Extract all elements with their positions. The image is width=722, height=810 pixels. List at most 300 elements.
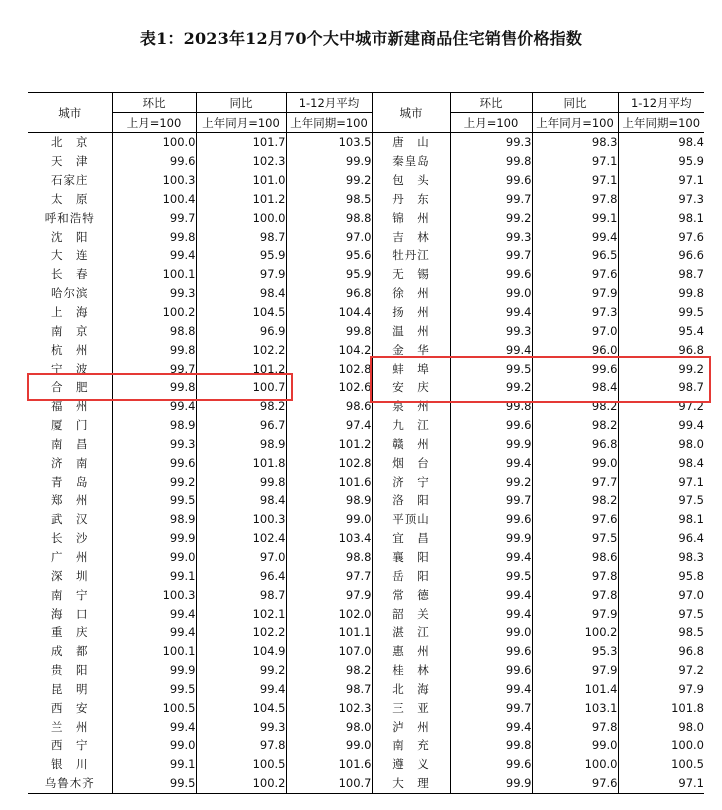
cell-avg-left: 97.0 bbox=[286, 227, 372, 246]
cell-avg-right: 101.8 bbox=[618, 698, 704, 717]
cell-yoy-right: 99.4 bbox=[532, 227, 618, 246]
cell-city-right: 赣 州 bbox=[372, 435, 450, 454]
cell-yoy-left: 97.9 bbox=[196, 265, 286, 284]
cell-avg-left: 102.6 bbox=[286, 378, 372, 397]
cell-yoy-left: 98.7 bbox=[196, 227, 286, 246]
header-avg-right: 1-12月平均 bbox=[618, 93, 704, 113]
cell-avg-right: 98.4 bbox=[618, 133, 704, 152]
cell-city-right: 岳 阳 bbox=[372, 566, 450, 585]
cell-yoy-right: 99.0 bbox=[532, 736, 618, 755]
cell-yoy-left: 100.2 bbox=[196, 774, 286, 793]
cell-yoy-right: 96.5 bbox=[532, 246, 618, 265]
cell-mom-right: 99.4 bbox=[450, 604, 532, 623]
cell-mom-right: 99.9 bbox=[450, 774, 532, 793]
cell-avg-right: 98.0 bbox=[618, 435, 704, 454]
cell-mom-right: 99.3 bbox=[450, 227, 532, 246]
cell-city-left: 西 宁 bbox=[51, 738, 89, 753]
cell-city-right: 牡丹江 bbox=[372, 246, 450, 265]
cell-yoy-left: 99.3 bbox=[196, 717, 286, 736]
cell-yoy-right: 98.2 bbox=[532, 397, 618, 416]
header-row-2 bbox=[28, 113, 704, 133]
cell-yoy-right: 98.3 bbox=[532, 133, 618, 152]
cell-yoy-left: 98.2 bbox=[196, 397, 286, 416]
cell-city-left: 广 州 bbox=[51, 549, 89, 564]
cell-avg-left: 98.5 bbox=[286, 190, 372, 209]
cell-avg-left: 99.8 bbox=[286, 321, 372, 340]
cell-yoy-right: 98.2 bbox=[532, 491, 618, 510]
cell-yoy-right: 96.8 bbox=[532, 435, 618, 454]
cell-yoy-left: 96.9 bbox=[196, 321, 286, 340]
header-avg-left: 1-12月平均 bbox=[286, 93, 372, 113]
cell-mom-left: 100.1 bbox=[112, 642, 196, 661]
cell-mom-left: 99.4 bbox=[112, 246, 196, 265]
cell-mom-left: 100.5 bbox=[112, 698, 196, 717]
cell-city-right: 温 州 bbox=[372, 321, 450, 340]
cell-mom-left: 100.3 bbox=[112, 585, 196, 604]
cell-city-left: 南 京 bbox=[51, 323, 89, 338]
table-row bbox=[28, 755, 704, 774]
cell-mom-right: 99.7 bbox=[450, 698, 532, 717]
header-yoy-base-left: 上年同月=100 bbox=[196, 113, 286, 133]
cell-avg-right: 96.8 bbox=[618, 642, 704, 661]
page-title: 表1：2023年12月70个大中城市新建商品住宅销售价格指数 bbox=[139, 29, 583, 48]
cell-yoy-right: 99.6 bbox=[532, 359, 618, 378]
cell-city-left: 长 春 bbox=[51, 267, 89, 282]
cell-mom-left: 99.8 bbox=[112, 227, 196, 246]
cell-avg-left: 102.3 bbox=[286, 698, 372, 717]
cell-avg-right: 98.3 bbox=[618, 548, 704, 567]
cell-avg-right: 97.1 bbox=[618, 171, 704, 190]
cell-avg-left: 95.6 bbox=[286, 246, 372, 265]
cell-yoy-left: 100.7 bbox=[196, 378, 286, 397]
cell-mom-right: 99.3 bbox=[450, 133, 532, 152]
cell-avg-left: 97.9 bbox=[286, 585, 372, 604]
cell-mom-left: 99.2 bbox=[112, 472, 196, 491]
cell-mom-left: 100.0 bbox=[112, 133, 196, 152]
table-row bbox=[28, 152, 704, 171]
cell-mom-left: 99.8 bbox=[112, 378, 196, 397]
header-mom-base-left: 上月=100 bbox=[112, 113, 196, 133]
cell-city-left: 南 昌 bbox=[51, 436, 89, 451]
table-row bbox=[28, 548, 704, 567]
cell-mom-right: 99.0 bbox=[450, 623, 532, 642]
table-row bbox=[28, 623, 704, 642]
cell-mom-right: 99.4 bbox=[450, 548, 532, 567]
cell-city-right: 常 德 bbox=[372, 585, 450, 604]
cell-city-left: 长 沙 bbox=[51, 531, 89, 546]
cell-mom-right: 99.8 bbox=[450, 397, 532, 416]
cell-city-left: 成 都 bbox=[51, 644, 89, 659]
cell-yoy-right: 97.7 bbox=[532, 472, 618, 491]
cell-mom-right: 99.5 bbox=[450, 359, 532, 378]
cell-yoy-left: 99.8 bbox=[196, 472, 286, 491]
header-avg-base-left: 上年同期=100 bbox=[286, 113, 372, 133]
header-yoy-base-right: 上年同月=100 bbox=[532, 113, 618, 133]
cell-yoy-right: 97.6 bbox=[532, 774, 618, 793]
cell-avg-left: 99.0 bbox=[286, 510, 372, 529]
cell-avg-left: 98.2 bbox=[286, 661, 372, 680]
cell-avg-left: 96.8 bbox=[286, 284, 372, 303]
cell-mom-left: 100.4 bbox=[112, 190, 196, 209]
cell-yoy-left: 99.4 bbox=[196, 679, 286, 698]
cell-mom-left: 98.8 bbox=[112, 321, 196, 340]
cell-avg-right: 95.9 bbox=[618, 152, 704, 171]
cell-yoy-left: 100.0 bbox=[196, 208, 286, 227]
cell-yoy-right: 97.1 bbox=[532, 171, 618, 190]
cell-city-right: 吉 林 bbox=[372, 227, 450, 246]
cell-mom-left: 99.6 bbox=[112, 152, 196, 171]
cell-mom-right: 99.6 bbox=[450, 642, 532, 661]
cell-mom-left: 100.3 bbox=[112, 171, 196, 190]
cell-avg-right: 100.0 bbox=[618, 736, 704, 755]
price-index-table bbox=[28, 92, 704, 794]
cell-avg-left: 103.5 bbox=[286, 133, 372, 152]
cell-city-right: 大 理 bbox=[372, 774, 450, 793]
header-city-left: 城市 bbox=[28, 93, 112, 133]
table-row bbox=[28, 340, 704, 359]
cell-avg-right: 97.5 bbox=[618, 604, 704, 623]
table-row bbox=[28, 472, 704, 491]
table-row bbox=[28, 717, 704, 736]
cell-avg-left: 100.7 bbox=[286, 774, 372, 793]
cell-mom-right: 99.2 bbox=[450, 472, 532, 491]
cell-avg-left: 98.9 bbox=[286, 491, 372, 510]
cell-mom-right: 99.7 bbox=[450, 246, 532, 265]
cell-yoy-left: 101.8 bbox=[196, 453, 286, 472]
cell-city-left: 大 连 bbox=[51, 248, 89, 263]
cell-avg-right: 98.5 bbox=[618, 623, 704, 642]
cell-yoy-left: 100.3 bbox=[196, 510, 286, 529]
cell-city-left: 济 南 bbox=[51, 455, 89, 470]
cell-mom-left: 99.9 bbox=[112, 529, 196, 548]
cell-mom-right: 99.4 bbox=[450, 340, 532, 359]
table-row bbox=[28, 227, 704, 246]
cell-yoy-left: 101.7 bbox=[196, 133, 286, 152]
table-row bbox=[28, 378, 704, 397]
cell-mom-left: 99.5 bbox=[112, 679, 196, 698]
cell-city-left: 郑 州 bbox=[51, 493, 89, 508]
table-row bbox=[28, 491, 704, 510]
cell-yoy-left: 102.2 bbox=[196, 340, 286, 359]
cell-city-left: 石家庄 bbox=[51, 173, 89, 188]
cell-yoy-right: 99.0 bbox=[532, 453, 618, 472]
cell-avg-right: 96.4 bbox=[618, 529, 704, 548]
cell-avg-right: 97.3 bbox=[618, 190, 704, 209]
cell-yoy-left: 101.2 bbox=[196, 359, 286, 378]
cell-yoy-right: 97.9 bbox=[532, 284, 618, 303]
cell-avg-right: 95.4 bbox=[618, 321, 704, 340]
table-row bbox=[28, 774, 704, 793]
cell-mom-right: 99.4 bbox=[450, 453, 532, 472]
cell-mom-left: 99.3 bbox=[112, 435, 196, 454]
cell-avg-right: 98.0 bbox=[618, 717, 704, 736]
cell-city-right: 湛 江 bbox=[372, 623, 450, 642]
cell-avg-left: 98.8 bbox=[286, 548, 372, 567]
cell-avg-right: 97.2 bbox=[618, 397, 704, 416]
cell-city-right: 九 江 bbox=[372, 416, 450, 435]
cell-yoy-left: 98.4 bbox=[196, 491, 286, 510]
table-row bbox=[28, 190, 704, 209]
cell-yoy-right: 97.9 bbox=[532, 661, 618, 680]
cell-avg-left: 102.8 bbox=[286, 359, 372, 378]
cell-yoy-right: 97.0 bbox=[532, 321, 618, 340]
cell-mom-right: 99.4 bbox=[450, 717, 532, 736]
cell-mom-left: 99.8 bbox=[112, 340, 196, 359]
cell-avg-right: 98.7 bbox=[618, 265, 704, 284]
cell-avg-left: 98.0 bbox=[286, 717, 372, 736]
table-row bbox=[28, 397, 704, 416]
cell-city-right: 南 充 bbox=[372, 736, 450, 755]
cell-yoy-left: 102.1 bbox=[196, 604, 286, 623]
cell-avg-right: 99.8 bbox=[618, 284, 704, 303]
cell-mom-left: 98.9 bbox=[112, 416, 196, 435]
cell-city-left: 厦 门 bbox=[51, 418, 89, 433]
cell-yoy-left: 99.2 bbox=[196, 661, 286, 680]
cell-yoy-left: 101.0 bbox=[196, 171, 286, 190]
cell-city-left: 重 庆 bbox=[51, 625, 89, 640]
cell-city-left: 合 肥 bbox=[51, 380, 89, 395]
cell-yoy-left: 97.8 bbox=[196, 736, 286, 755]
cell-mom-right: 99.6 bbox=[450, 510, 532, 529]
cell-avg-left: 97.7 bbox=[286, 566, 372, 585]
cell-yoy-right: 98.4 bbox=[532, 378, 618, 397]
cell-mom-left: 99.6 bbox=[112, 453, 196, 472]
cell-city-right: 丹 东 bbox=[372, 190, 450, 209]
cell-yoy-right: 97.1 bbox=[532, 152, 618, 171]
cell-city-left: 昆 明 bbox=[51, 681, 89, 696]
cell-yoy-right: 100.0 bbox=[532, 755, 618, 774]
cell-mom-left: 99.4 bbox=[112, 397, 196, 416]
cell-city-right: 韶 关 bbox=[372, 604, 450, 623]
cell-city-left: 呼和浩特 bbox=[44, 210, 95, 225]
cell-mom-left: 100.2 bbox=[112, 303, 196, 322]
cell-yoy-right: 100.2 bbox=[532, 623, 618, 642]
cell-avg-left: 101.6 bbox=[286, 755, 372, 774]
cell-avg-left: 101.1 bbox=[286, 623, 372, 642]
cell-mom-right: 99.7 bbox=[450, 491, 532, 510]
table-row bbox=[28, 510, 704, 529]
cell-mom-left: 99.3 bbox=[112, 284, 196, 303]
cell-avg-left: 97.4 bbox=[286, 416, 372, 435]
cell-avg-right: 97.0 bbox=[618, 585, 704, 604]
cell-city-right: 蚌 埠 bbox=[372, 359, 450, 378]
cell-yoy-right: 103.1 bbox=[532, 698, 618, 717]
cell-avg-right: 98.1 bbox=[618, 510, 704, 529]
cell-avg-left: 98.7 bbox=[286, 679, 372, 698]
cell-avg-left: 95.9 bbox=[286, 265, 372, 284]
cell-mom-right: 99.8 bbox=[450, 152, 532, 171]
cell-city-left: 沈 阳 bbox=[51, 229, 89, 244]
cell-mom-left: 99.1 bbox=[112, 566, 196, 585]
cell-mom-left: 100.1 bbox=[112, 265, 196, 284]
cell-city-right: 济 宁 bbox=[372, 472, 450, 491]
cell-avg-left: 99.9 bbox=[286, 152, 372, 171]
table-row bbox=[28, 585, 704, 604]
table-row bbox=[28, 359, 704, 378]
cell-avg-left: 99.2 bbox=[286, 171, 372, 190]
cell-city-left: 贵 阳 bbox=[51, 663, 89, 678]
cell-mom-right: 99.3 bbox=[450, 321, 532, 340]
cell-yoy-left: 104.9 bbox=[196, 642, 286, 661]
cell-avg-right: 97.2 bbox=[618, 661, 704, 680]
cell-yoy-left: 96.7 bbox=[196, 416, 286, 435]
cell-yoy-right: 98.2 bbox=[532, 416, 618, 435]
cell-city-left: 宁 波 bbox=[51, 361, 89, 376]
table-row bbox=[28, 284, 704, 303]
cell-city-right: 扬 州 bbox=[372, 303, 450, 322]
cell-yoy-left: 98.9 bbox=[196, 435, 286, 454]
cell-mom-right: 99.9 bbox=[450, 529, 532, 548]
cell-avg-left: 104.4 bbox=[286, 303, 372, 322]
cell-yoy-left: 102.3 bbox=[196, 152, 286, 171]
cell-avg-right: 97.9 bbox=[618, 679, 704, 698]
cell-mom-right: 99.6 bbox=[450, 171, 532, 190]
cell-city-right: 烟 台 bbox=[372, 453, 450, 472]
table-row bbox=[28, 208, 704, 227]
cell-city-right: 包 头 bbox=[372, 171, 450, 190]
header-mom-right: 环比 bbox=[450, 93, 532, 113]
header-mom-left: 环比 bbox=[112, 93, 196, 113]
cell-avg-left: 99.0 bbox=[286, 736, 372, 755]
cell-yoy-right: 97.6 bbox=[532, 510, 618, 529]
cell-mom-right: 99.8 bbox=[450, 736, 532, 755]
cell-city-left: 哈尔滨 bbox=[51, 286, 89, 301]
table-row bbox=[28, 642, 704, 661]
header-city-right: 城市 bbox=[372, 93, 450, 133]
cell-avg-right: 96.8 bbox=[618, 340, 704, 359]
cell-yoy-right: 97.8 bbox=[532, 585, 618, 604]
cell-yoy-right: 96.0 bbox=[532, 340, 618, 359]
cell-mom-left: 99.7 bbox=[112, 208, 196, 227]
cell-mom-left: 99.5 bbox=[112, 774, 196, 793]
cell-mom-right: 99.6 bbox=[450, 265, 532, 284]
cell-mom-left: 99.7 bbox=[112, 359, 196, 378]
cell-mom-right: 99.6 bbox=[450, 755, 532, 774]
cell-yoy-right: 97.8 bbox=[532, 566, 618, 585]
cell-avg-right: 96.6 bbox=[618, 246, 704, 265]
cell-mom-left: 99.0 bbox=[112, 548, 196, 567]
cell-city-left: 武 汉 bbox=[51, 512, 89, 527]
cell-avg-right: 97.6 bbox=[618, 227, 704, 246]
cell-avg-right: 98.1 bbox=[618, 208, 704, 227]
table-row bbox=[28, 133, 704, 152]
cell-avg-right: 99.5 bbox=[618, 303, 704, 322]
cell-yoy-right: 97.5 bbox=[532, 529, 618, 548]
cell-city-right: 洛 阳 bbox=[372, 491, 450, 510]
cell-mom-right: 99.7 bbox=[450, 190, 532, 209]
cell-avg-right: 100.5 bbox=[618, 755, 704, 774]
cell-mom-right: 99.5 bbox=[450, 566, 532, 585]
cell-avg-right: 95.8 bbox=[618, 566, 704, 585]
table-row bbox=[28, 246, 704, 265]
cell-city-left: 福 州 bbox=[51, 399, 89, 414]
cell-city-right: 秦皇岛 bbox=[372, 152, 450, 171]
cell-yoy-left: 97.0 bbox=[196, 548, 286, 567]
cell-yoy-left: 95.9 bbox=[196, 246, 286, 265]
cell-mom-right: 99.2 bbox=[450, 378, 532, 397]
header-row-1 bbox=[28, 93, 704, 113]
cell-avg-left: 104.2 bbox=[286, 340, 372, 359]
table-row bbox=[28, 453, 704, 472]
cell-yoy-right: 97.9 bbox=[532, 604, 618, 623]
cell-mom-left: 99.4 bbox=[112, 623, 196, 642]
cell-city-left: 乌鲁木齐 bbox=[28, 774, 112, 793]
cell-avg-left: 107.0 bbox=[286, 642, 372, 661]
cell-city-right: 惠 州 bbox=[372, 642, 450, 661]
cell-mom-right: 99.4 bbox=[450, 303, 532, 322]
cell-city-right: 宜 昌 bbox=[372, 529, 450, 548]
cell-city-right: 泉 州 bbox=[372, 397, 450, 416]
cell-city-right: 金 华 bbox=[372, 340, 450, 359]
table-body bbox=[28, 133, 704, 794]
cell-city-left: 太 原 bbox=[51, 191, 89, 206]
cell-yoy-left: 104.5 bbox=[196, 303, 286, 322]
cell-city-left: 南 宁 bbox=[51, 587, 89, 602]
table-row bbox=[28, 435, 704, 454]
header-yoy-right: 同比 bbox=[532, 93, 618, 113]
table-row bbox=[28, 265, 704, 284]
table-row bbox=[28, 566, 704, 585]
cell-mom-left: 99.5 bbox=[112, 491, 196, 510]
table-row bbox=[28, 321, 704, 340]
cell-avg-right: 97.1 bbox=[618, 472, 704, 491]
cell-yoy-left: 96.4 bbox=[196, 566, 286, 585]
cell-mom-left: 99.4 bbox=[112, 717, 196, 736]
cell-avg-right: 99.4 bbox=[618, 416, 704, 435]
table-row bbox=[28, 416, 704, 435]
cell-avg-right: 97.5 bbox=[618, 491, 704, 510]
cell-city-right: 遵 义 bbox=[372, 755, 450, 774]
table-row bbox=[28, 529, 704, 548]
cell-avg-left: 98.6 bbox=[286, 397, 372, 416]
cell-city-right: 北 海 bbox=[372, 679, 450, 698]
cell-city-left: 北 京 bbox=[51, 135, 89, 150]
cell-avg-left: 101.6 bbox=[286, 472, 372, 491]
cell-city-left: 西 安 bbox=[51, 700, 89, 715]
cell-city-right: 锦 州 bbox=[372, 208, 450, 227]
cell-yoy-left: 102.4 bbox=[196, 529, 286, 548]
cell-city-right: 徐 州 bbox=[372, 284, 450, 303]
table-row bbox=[28, 303, 704, 322]
header-avg-base-right: 上年同期=100 bbox=[618, 113, 704, 133]
cell-mom-right: 99.4 bbox=[450, 679, 532, 698]
cell-avg-left: 98.8 bbox=[286, 208, 372, 227]
cell-city-right: 平顶山 bbox=[372, 510, 450, 529]
cell-avg-left: 102.8 bbox=[286, 453, 372, 472]
cell-city-left: 海 口 bbox=[51, 606, 89, 621]
cell-yoy-left: 102.2 bbox=[196, 623, 286, 642]
cell-city-right: 桂 林 bbox=[372, 661, 450, 680]
header-yoy-left: 同比 bbox=[196, 93, 286, 113]
cell-city-left: 兰 州 bbox=[51, 719, 89, 734]
cell-avg-left: 102.0 bbox=[286, 604, 372, 623]
cell-yoy-right: 97.8 bbox=[532, 190, 618, 209]
cell-avg-right: 99.2 bbox=[618, 359, 704, 378]
cell-city-right: 襄 阳 bbox=[372, 548, 450, 567]
cell-yoy-right: 98.6 bbox=[532, 548, 618, 567]
cell-mom-left: 98.9 bbox=[112, 510, 196, 529]
cell-mom-left: 99.4 bbox=[112, 604, 196, 623]
cell-yoy-right: 99.1 bbox=[532, 208, 618, 227]
cell-yoy-right: 97.8 bbox=[532, 717, 618, 736]
cell-mom-right: 99.0 bbox=[450, 284, 532, 303]
cell-mom-right: 99.4 bbox=[450, 585, 532, 604]
table-row bbox=[28, 698, 704, 717]
table-row bbox=[28, 661, 704, 680]
cell-avg-right: 97.1 bbox=[618, 774, 704, 793]
cell-mom-right: 99.6 bbox=[450, 661, 532, 680]
cell-yoy-right: 95.3 bbox=[532, 642, 618, 661]
